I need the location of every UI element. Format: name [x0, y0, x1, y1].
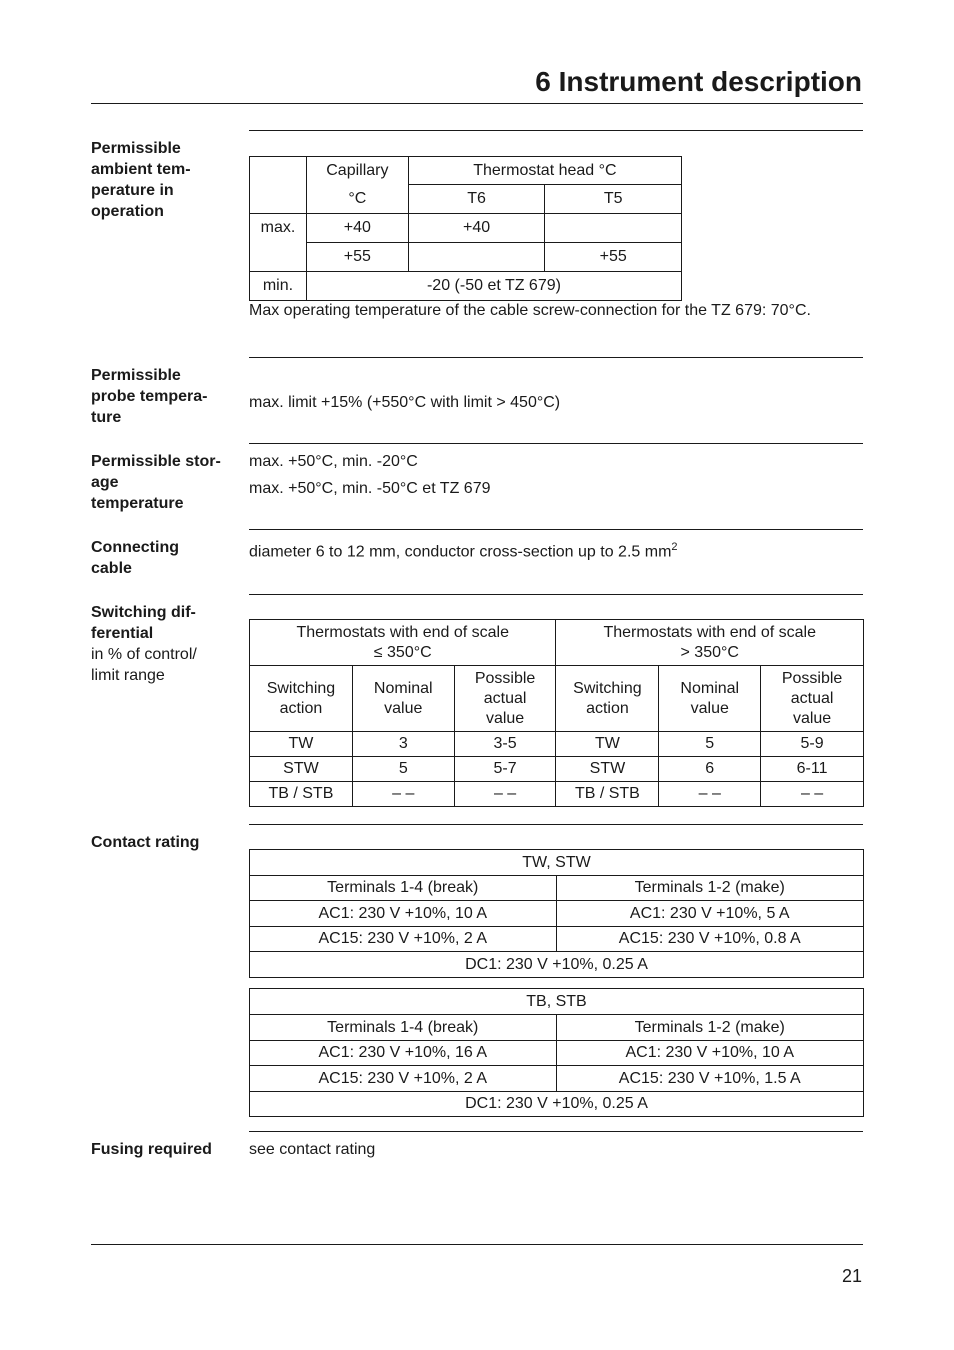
t5-header: T5 — [545, 185, 682, 214]
header-line: value — [485, 709, 525, 727]
table-cell: 6-11 — [761, 757, 864, 782]
table-cell: +40 — [408, 214, 545, 243]
col-header-possible — [761, 666, 864, 732]
header-line: ≤ 350°C — [373, 643, 432, 661]
storage-temp-label — [91, 451, 241, 514]
label-line: probe tempera- — [91, 388, 208, 405]
table-row — [250, 272, 682, 301]
header-line: actual — [483, 689, 527, 707]
col-header-nominal — [659, 666, 761, 732]
header-line: Thermostats with end of scale — [603, 623, 817, 641]
label-line: temperature — [91, 495, 184, 512]
section-divider — [249, 529, 863, 530]
table-row — [250, 243, 682, 272]
col-header-action — [250, 666, 353, 732]
table-row — [250, 927, 864, 952]
header-line: Nominal — [680, 679, 740, 697]
label-line: Permissible — [91, 367, 181, 384]
storage-temp-value-2: max. +50°C, min. -50°C et TZ 679 — [249, 480, 491, 497]
table-cell: +55 — [545, 243, 682, 272]
cable-value-text: diameter 6 to 12 mm, conductor cross-section up to 2.5 mm — [249, 543, 672, 561]
col-header-make: Terminals 1-2 (make) — [556, 876, 864, 901]
table-cell: AC1: 230 V +10%, 10 A — [250, 901, 557, 927]
section-divider — [249, 443, 863, 444]
table-cell: STW — [250, 757, 353, 782]
dc-rating: DC1: 230 V +10%, 0.25 A — [250, 952, 864, 978]
label-line: Switching dif- — [91, 604, 196, 621]
table-cell — [408, 243, 545, 272]
table-cell: 3-5 — [454, 732, 556, 757]
probe-temp-value: max. limit +15% (+550°C with limit > 450°C) — [249, 394, 561, 411]
table-cell: +40 — [306, 214, 408, 243]
table-row — [250, 1066, 864, 1092]
contact-table-title: TB, STB — [250, 989, 864, 1015]
header-line: action — [279, 699, 323, 717]
switching-diff-table — [249, 619, 864, 807]
col-header-possible — [454, 666, 556, 732]
table-cell: – – — [659, 782, 761, 807]
table-cell: TW — [250, 732, 353, 757]
footer-rule — [91, 1244, 863, 1245]
table-cell: – – — [761, 782, 864, 807]
label-line: Connecting — [91, 539, 179, 556]
section-divider — [249, 594, 863, 595]
table-cell: AC15: 230 V +10%, 1.5 A — [556, 1066, 864, 1092]
table-cell: TW — [556, 732, 659, 757]
table-cell: 3 — [352, 732, 454, 757]
label-line: in % of control/ — [91, 646, 197, 663]
table-row — [250, 732, 864, 757]
header-line: Switching — [266, 679, 336, 697]
table-row — [250, 782, 864, 807]
superscript: 2 — [671, 541, 678, 553]
table-cell: AC1: 230 V +10%, 16 A — [250, 1041, 557, 1066]
table-cell: 5 — [659, 732, 761, 757]
col-header-break: Terminals 1-4 (break) — [250, 1015, 557, 1041]
header-line: Nominal — [373, 679, 433, 697]
label-line: cable — [91, 560, 132, 577]
table-row — [250, 757, 864, 782]
header-line: > 350°C — [680, 643, 739, 661]
table-cell: +55 — [306, 243, 408, 272]
fusing-value: see contact rating — [249, 1141, 376, 1158]
section-divider — [249, 357, 863, 358]
min-value: -20 (-50 et TZ 679) — [306, 272, 681, 301]
table-row — [250, 1041, 864, 1066]
table-cell: AC1: 230 V +10%, 10 A — [556, 1041, 864, 1066]
label-line: ture — [91, 409, 122, 426]
section-divider — [249, 824, 863, 825]
header-line: Switching — [573, 679, 642, 697]
label-line: operation — [91, 203, 164, 220]
table-cell: 6 — [659, 757, 761, 782]
ambient-note: Max operating temperature of the cable screw-connection for the TZ 679: 70°C. — [249, 302, 811, 319]
ambient-temp-label — [91, 138, 241, 222]
switching-diff-label — [91, 602, 241, 686]
section-divider — [249, 1131, 863, 1132]
table-cell: STW — [556, 757, 659, 782]
fusing-label — [91, 1139, 241, 1160]
table-cell: AC15: 230 V +10%, 2 A — [250, 1066, 557, 1092]
contact-table-title: TW, STW — [250, 850, 864, 876]
section-divider — [249, 130, 863, 131]
header-line: value — [690, 699, 729, 717]
chapter-title: 6 Instrument description — [535, 66, 862, 97]
empty-cell — [250, 157, 307, 214]
table-cell: AC1: 230 V +10%, 5 A — [556, 901, 864, 927]
table-cell: AC15: 230 V +10%, 2 A — [250, 927, 557, 952]
col-header-break: Terminals 1-4 (break) — [250, 876, 557, 901]
col-header-nominal — [352, 666, 454, 732]
contact-rating-label — [91, 832, 241, 853]
table-cell — [545, 214, 682, 243]
table-cell: 5 — [352, 757, 454, 782]
dc-rating: DC1: 230 V +10%, 0.25 A — [250, 1092, 864, 1117]
label-line: perature in — [91, 182, 174, 199]
header-line: Possible — [474, 669, 536, 687]
cable-label — [91, 537, 241, 579]
label-line: ambient tem- — [91, 161, 191, 178]
table-cell: TB / STB — [556, 782, 659, 807]
max-label: max. — [250, 214, 307, 272]
table-cell: – – — [454, 782, 556, 807]
capillary-unit: °C — [306, 185, 408, 214]
table-cell: 5-7 — [454, 757, 556, 782]
storage-temp-value-1: max. +50°C, min. -20°C — [249, 453, 418, 470]
header-line: action — [586, 699, 629, 717]
group-header-high — [556, 620, 864, 666]
col-header-make: Terminals 1-2 (make) — [556, 1015, 864, 1041]
header-line: value — [384, 699, 423, 717]
page-number: 21 — [841, 1266, 862, 1286]
label-line: age — [91, 474, 119, 491]
cable-value — [249, 537, 678, 562]
contact-table-tw-stw — [249, 849, 864, 978]
header-line: Thermostats with end of scale — [296, 623, 510, 641]
label-line: ferential — [91, 625, 154, 642]
table-row — [250, 214, 682, 243]
probe-temp-label — [91, 365, 241, 428]
table-cell: 5-9 — [761, 732, 864, 757]
header-line: Possible — [781, 669, 843, 687]
header-line: actual — [790, 689, 834, 707]
contact-table-tb-stb — [249, 988, 864, 1117]
table-row — [250, 901, 864, 927]
header-line: value — [792, 709, 832, 727]
thermostat-head-header: Thermostat head °C — [408, 157, 681, 185]
table-cell: – – — [352, 782, 454, 807]
table-cell: TB / STB — [250, 782, 353, 807]
label-line: limit range — [91, 667, 165, 684]
label-line: Contact rating — [91, 834, 200, 851]
ambient-temp-table — [249, 156, 682, 301]
group-header-low — [250, 620, 556, 666]
col-header-action — [556, 666, 659, 732]
min-label: min. — [250, 272, 307, 301]
capillary-header: Capillary — [306, 157, 408, 185]
label-line: Fusing required — [91, 1141, 212, 1158]
header-rule — [91, 103, 863, 104]
table-cell: AC15: 230 V +10%, 0.8 A — [556, 927, 864, 952]
t6-header: T6 — [408, 185, 545, 214]
label-line: Permissible stor- — [91, 453, 221, 470]
label-line: Permissible — [91, 140, 181, 157]
